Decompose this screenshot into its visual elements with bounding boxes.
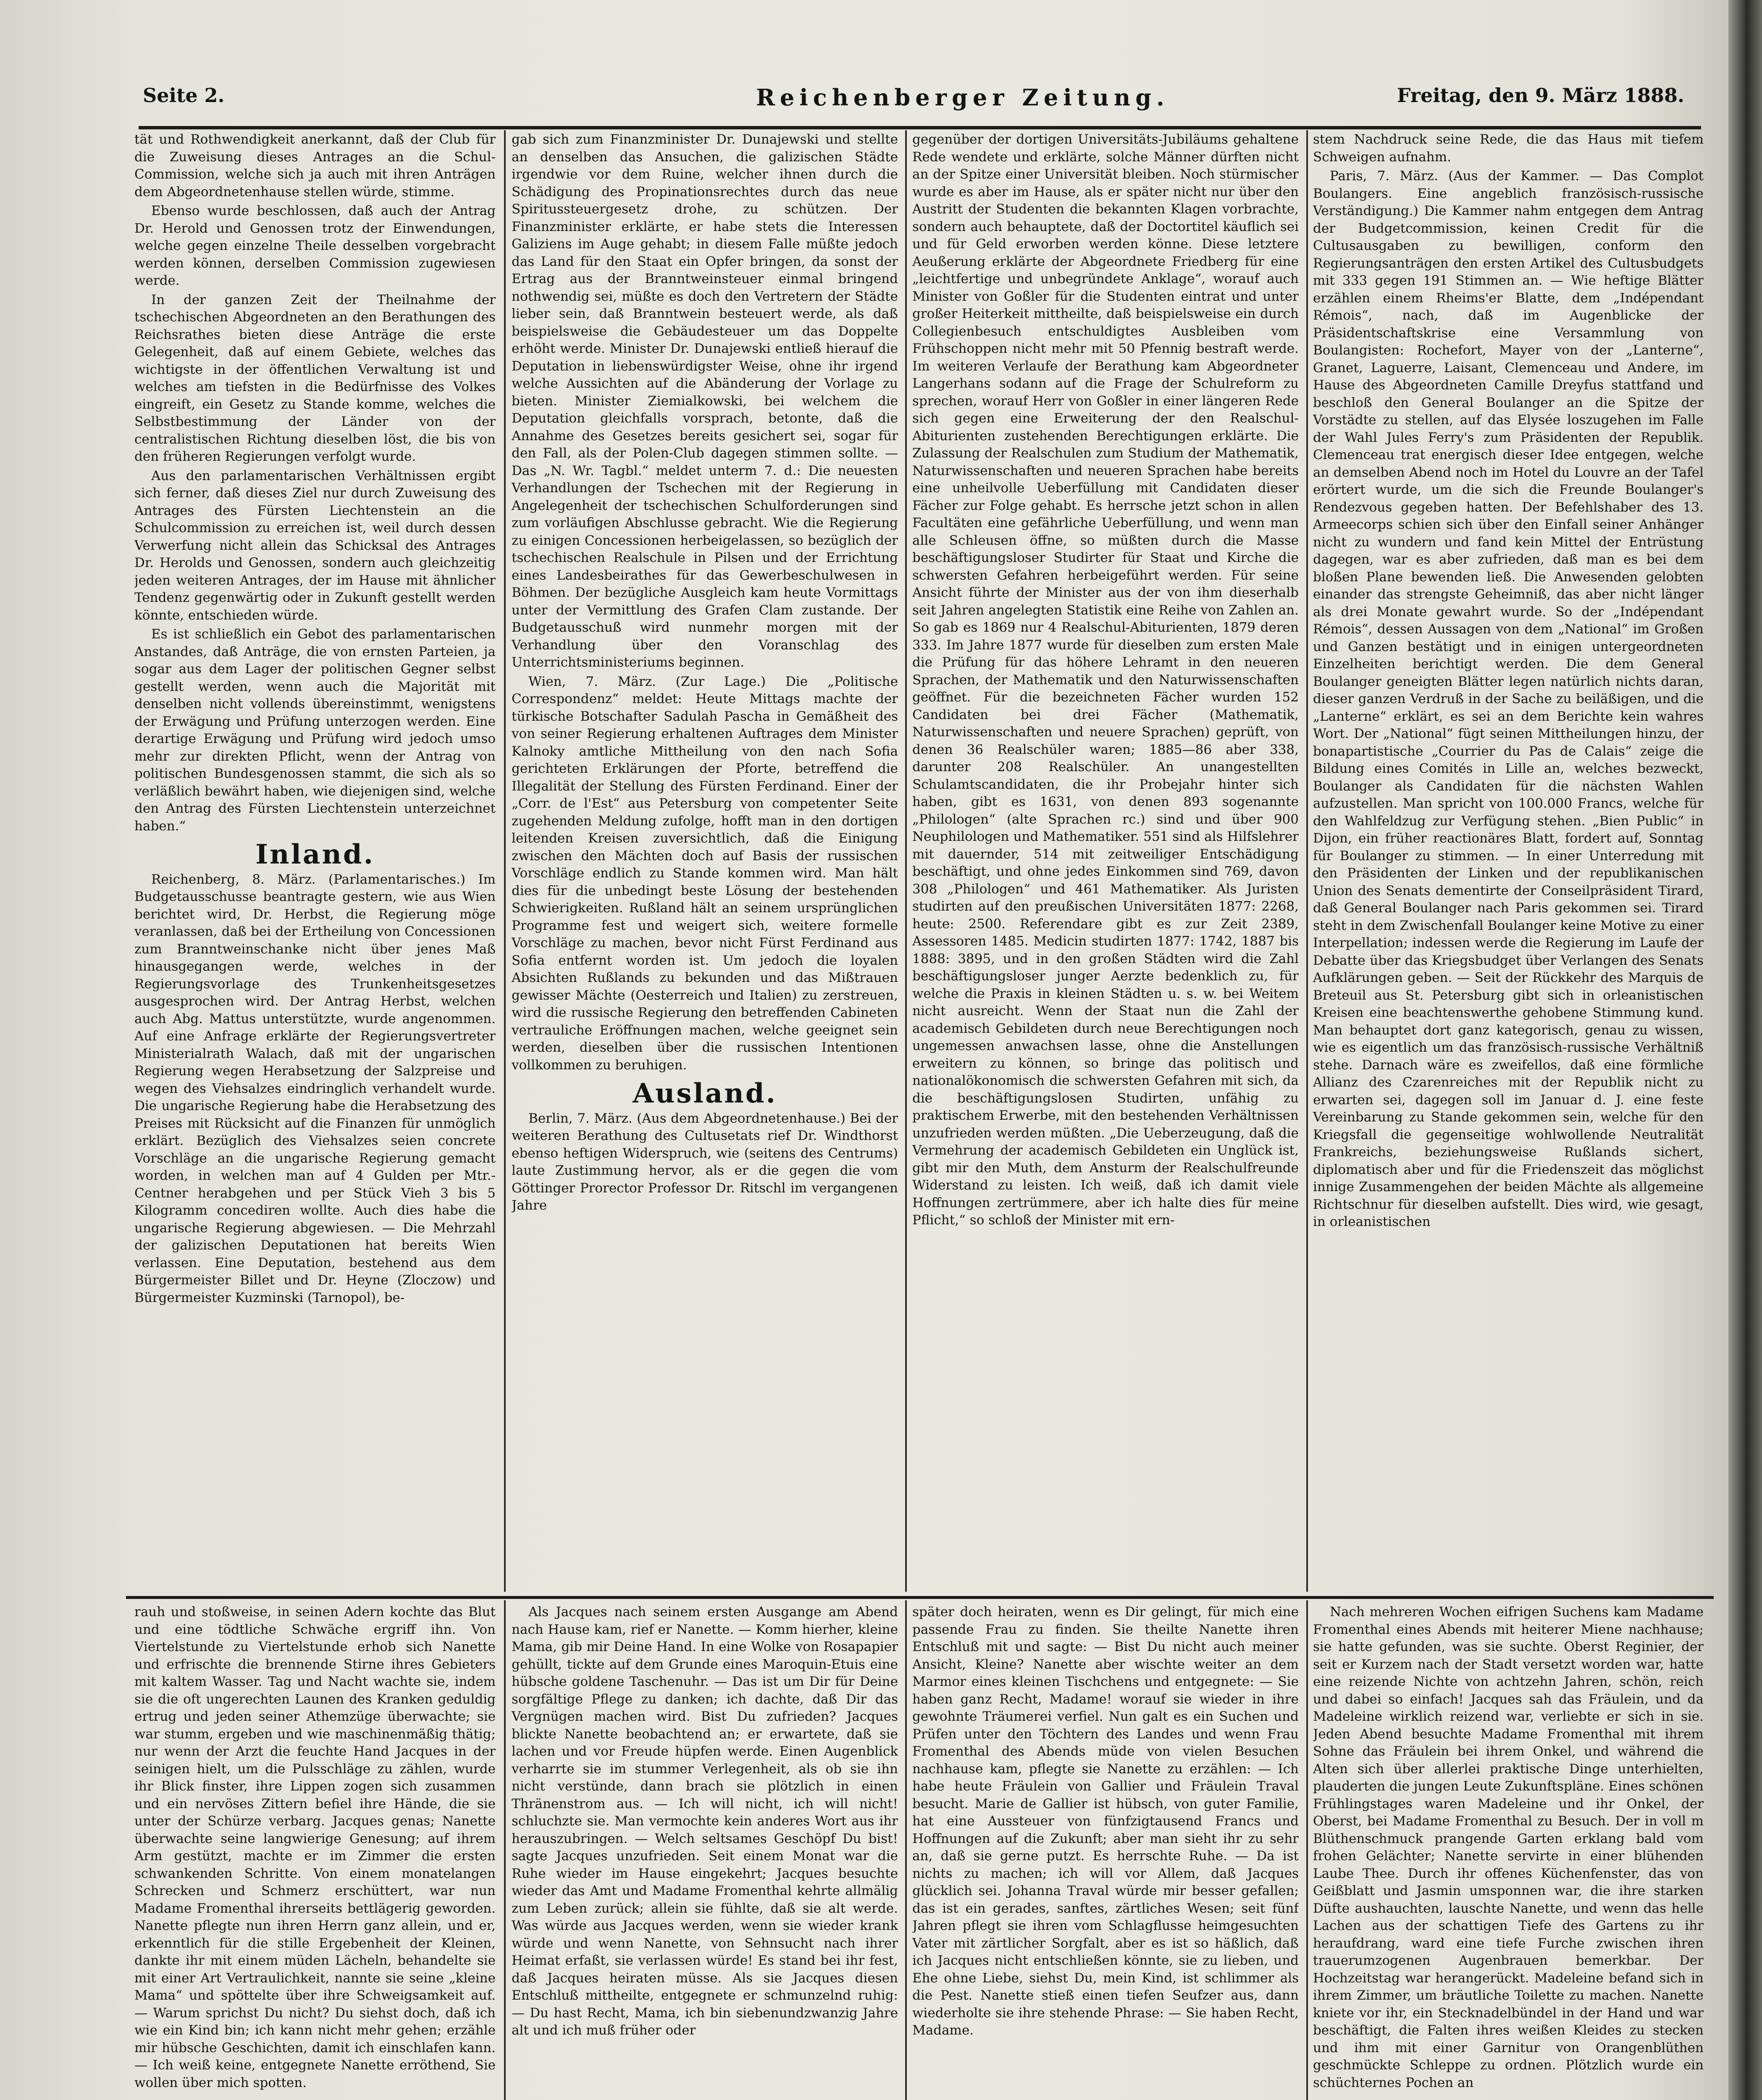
article-column-1 xyxy=(134,131,496,1592)
feuilleton-text: später doch heiraten, wenn es Dir gelingt, für mich eine passende Frau zu finden. Sie theilte Nanette ihren Entschluß mit und sagte: — Bist Du nicht auch meiner Ansicht, Kleine? Nanette aber wischte weiter an dem Marmor eines kleinen Tischchens und entgegnete: — Sie haben ganz Recht, Madame! worauf sie wieder in ihre gewohnte Träumerei verfiel. Nun galt es ein Suchen und Prüfen unter den Töchtern des Landes und wenn Frau Fromenthal des Abends müde von vielen Besuchen nachhause kam, pflegte sie Nanette zu erzählen: — Ich habe heute Fräulein von Gallier und Fräulein Traval besucht. Marie de Gallier ist hübsch, von guter Familie, hat eine Aussteuer von fünfzigtausend Francs und Hoffnungen auf die Zukunft; aber man sieht ihr zu sehr an, daß sie gerne putzt. Es herrschte Ruhe. — Da ist nichts zu machen; ich will vor Allem, daß Jacques glücklich sei. Johanna Traval würde mir besser gefallen; das ist ein gerades, sanftes, zärtliches Wesen; seit fünf Jahren pflegt sie ihren vom Schlagflusse heimgesuchten Vater mit zärtlicher Sorgfalt, aber es ist so häßlich, daß ich Jacques nicht entschließen könnte, sie zu lieben, und Ehe ohne Liebe, siehst Du, mein Kind, ist schlimmer als die Pest. Nanette stieß einen tiefen Seufzer aus, dann wiederholte sie ihre stehende Phrase: — Sie haben Recht, Madame. xyxy=(912,1604,1299,2038)
column-divider xyxy=(504,130,506,1592)
column-divider xyxy=(1306,1600,1308,2100)
feuilleton-text: Nach mehreren Wochen eifrigen Suchens kam Madame Fromenthal eines Abends mit heiterer Miene nachhause; sie hatte gefunden, was sie suchte. Oberst Reginier, der seit er Kurzem nach der Stadt versetzt worden war, hatte eine reizende Nichte von achtzehn Jahren, schön, reich und dabei so einfach! Jacques sah das Fräulein, und da Madeleine wirklich reizend war, verliebte er sich in sie. Jeden Abend besuchte Madame Fromenthal mit ihrem Sohne das Fräulein bei ihrem Onkel, und während die Alten sich über allerlei praktische Dinge unterhielten, plauderten die jungen Leute Zukunftspläne. Eines schönen Frühlingstages waren Madeleine und ihr Onkel, der Oberst, bei Madame Fromenthal zu Besuch. Der in voll m Blüthenschmuck prangende Garten erklang bald vom frohen Gelächter; Nanette servirte in einer blühenden Laube Thee. Durch ihr offenes Küchenfenster, das von Geißblatt und Jasmin umsponnen war, die ihre starken Düfte aushauchten, lauschte Nanette, und wenn das helle Lachen aus der schattigen Tiefe des Gartens zu ihr heraufdrang, ward eine tiefe Furche zwischen ihren trauerumzogenen Augenbrauen bemerkbar. Der Hochzeitstag war herangerückt. Madeleine befand sich in ihrem Zimmer, um bräutliche Toilette zu machen. Nanette kniete vor ihr, ein Stecknadelbündel in der Hand und war beschäftigt, die Falten ihres weißen Kleides zu stecken und ihm mit einer Garnitur von Orangenblüthen geschmückte Schleppe zu ordnen. Plötzlich wurde ein schüchternes Pochen an xyxy=(1313,1604,1704,2090)
article-paragraph: Ebenso wurde beschlossen, daß auch der Antrag Dr. Herold und Genossen trotz der Einwendungen, welche gegen einzelne Theile desselben vorgebracht werden können, derselben Commission zugewiesen werde. xyxy=(134,203,496,288)
article-column-2 xyxy=(512,131,898,1592)
column-divider xyxy=(504,1600,506,2100)
issue-date: Freitag, den 9. März 1888. xyxy=(1397,84,1684,107)
section-heading-ausland: Ausland. xyxy=(633,1078,777,1109)
article-paragraph: Reichenberg, 8. März. (Parlamentarisches.) Im Budgetausschusse beantragte gestern, wie aus Wien berichtet wird, Dr. Herbst, die Regierung möge veranlassen, daß bei der Ertheilung von Concessionen zum Branntweinschanke nicht über jenes Maß hinausgegangen werde, welches in der Regierungsvorlage des Trunkenheitsgesetzes ausgesprochen wird. Der Antrag Herbst, welchen auch Abg. Mattus unterstützte, wurde angenommen. Auf eine Anfrage erklärte der Regierungsvertreter Ministerialrath Walach, daß mit der ungarischen Regierung wegen Herabsetzung der Salzpreise und wegen des Viehsalzes eindringlich verhandelt wurde. Die ungarische Regierung habe die Herabsetzung des Preises mit Rücksicht auf die Finanzen für unmöglich erklärt. Bezüglich des Viehsalzes seien concrete Vorschläge an die ungarische Regierung gemacht worden, in welchen man auf 4 Gulden per Mtr.-Centner herabgehen und per Stück Vieh 3 bis 5 Kilogramm concediren wollte. Auch dies habe die ungarische Regierung abgewiesen. — Die Mehrzahl der galizischen Deputationen hat bereits Wien verlassen. Eine Deputation, bestehend aus dem Bürgermeister Billet und Dr. Heyne (Zloczow) und Bürgermeister Kuzminski (Tarnopol), be- xyxy=(134,872,496,1305)
feuilleton-text: rauh und stoßweise, in seinen Adern kochte das Blut und eine tödtliche Schwäche ergriff ihn. Von Viertelstunde zu Viertelstunde erhob sich Nanette und erfrischte die brennende Stirne ihres Gebieters mit kaltem Wasser. Tag und Nacht wachte sie, indem sie die oft ungerechten Launen des Kranken geduldig ertrug und jeden seiner Athemzüge überwachte; sie war stumm, ergeben und wie maschinenmäßig thätig; nur wenn der Arzt die feuchte Hand Jacques in der seinigen hielt, um die Pulsschläge zu zählen, wurde ihr Blick finster, ihre Lippen zogen sich zusammen und ein nervöses Zittern befiel ihre Hände, die sie unter der Schürze verbarg. Jacques genas; Nanette überwachte seine langwierige Genesung; auf ihrem Arm gestützt, machte er im Zimmer die ersten schwankenden Schritte. Von einem monatelangen Schrecken und Schmerz erschüttert, war nun Madame Fromenthal ihrerseits bettlägerig geworden. Nanette pflegte nun ihren Herrn ganz allein, und er, erkenntlich für die stille Ergebenheit der Kleinen, dankte ihr mit einem müden Lächeln, behandelte sie mit einer Art Vertraulichkeit, nannte sie seine „kleine Mama“ und spöttelte über ihre Schweigsamkeit auf. — Warum sprichst Du nicht? Du siehst doch, daß ich wie ein Kind bin; ich kann nicht mehr gehen; erzähle mir hübsche Geschichten, damit ich einschlafen kann. — Ich weiß keine, entgegnete Nanette erröthend, Sie wollen über mich spotten. xyxy=(134,1604,496,2090)
page-number: Seite 2. xyxy=(143,84,225,107)
article-paragraph: In der ganzen Zeit der Theilnahme der tschechischen Abgeordneten an den Berathungen des Reichsrathes bieten diese Anträge die erste Gelegenheit, daß auf einem Gebiete, welches das wichtigste in der öffentlichen Verwaltung ist und welches am tiefsten in die Bedürfnisse des Volkes eingreift, ein Gesetz zu Stande komme, welches die Selbstbestimmung der Länder von der centralistischen Richtung dieselben löst, die bis von den früheren Regierungen verfolgt wurde. xyxy=(134,292,496,464)
article-paragraph: Wien, 7. März. (Zur Lage.) Die „Politische Correspondenz“ meldet: Heute Mittags machte der türkische Botschafter Sadulah Pascha in Gemäßheit des von seiner Regierung erhaltenen Auftrages dem Minister Kalnoky amtliche Mittheilung von den nach Sofia gerichteten Erklärungen der Pforte, betreffend die Illegalität der Stellung des Fürsten Ferdinand. Einer der „Corr. de l'Est“ aus Petersburg von competenter Seite zugehenden Meldung zufolge, hofft man in den dortigen leitenden Kreisen zuversichtlich, daß die Einigung zwischen den Mächten doch auf Basis der russischen Vorschläge endlich zu Stande kommen wird. Man hält dies für die unbedingt beste Lösung der bestehenden Schwierigkeiten. Rußland hält an seinem ursprünglichen Programme fest und weigert sich, weitere formelle Vorschläge zu machen, bevor nicht Fürst Ferdinand aus Sofia entfernt worden ist. Um jedoch die loyalen Absichten Rußlands zu bekunden und das Mißtrauen gewisser Mächte (Oesterreich und Italien) zu zerstreuen, wird die russische Regierung den betreffenden Cabineten vertrauliche Eröffnungen machen, welche geeignet sein werden, dieselben über die russischen Intentionen vollkommen zu beruhigen. xyxy=(512,674,898,1073)
column-divider xyxy=(1306,130,1308,1592)
feuilleton-column-1 xyxy=(134,1604,496,2100)
article-paragraph: gegenüber der dortigen Universitäts-Jubiläums gehaltene Rede wendete und erklärte, solche Männer dürften nicht an der Spitze einer Universität bleiben. Noch stürmischer wurde es aber im Hause, als er später nicht nur über den Austritt der Studenten die bekannten Klagen vorbrachte, sondern auch behauptete, daß der Doctortitel käuflich sei und für Geld erworben werden könne. Diese letztere Aeußerung erklärte der Abgeordnete Friedberg für eine „leichtfertige und unbegründete Anklage“, worauf auch Minister von Goßler für die Studenten eintrat und unter großer Heiterkeit mittheilte, daß beispielsweise ein durch Collegienbesuch entschuldigtes Ausbleiben vom Frühschoppen nicht mehr mit 50 Pfennig bestraft werde. Im weiteren Verlaufe der Berathung kam Abgeordneter Langerhans sodann auf die Frage der Schulreform zu sprechen, worauf Herr von Goßler in einer längeren Rede sich gegen eine Erweiterung der den Realschul-Abiturienten zustehenden Berechtigungen erklärte. Die Zulassung der Realschulen zum Studium der Mathematik, Naturwissenschaften und neueren Sprachen habe bereits eine unheilvolle Ueberfüllung mit Candidaten dieser Fächer zur Folge gehabt. Es herrsche jetzt schon in allen Facultäten eine gefährliche Ueberfüllung, und wenn man alle Schleusen öffne, so müßten durch die Masse beschäftigungsloser Studirter für Staat und Kirche die schwersten Gefahren herbeigeführt werden. Für seine Ansicht führte der Minister aus der von ihm dieserhalb seit Jahren angelegten Statistik eine Reihe von Zahlen an. So gab es 1869 nur 4 Realschul-Abiturienten, 1879 deren 333. Im Jahre 1877 wurde für dieselben zum ersten Male die Prüfung für das höhere Lehramt in den neueren Sprachen, der Mathematik und den Naturwissenschaften geöffnet. Für die bezeichneten Fächer wurden 152 Candidaten bei drei Fächer (Mathematik, Naturwissenschaften und neuere Sprachen) geprüft, von denen 36 Realschüler waren; 1885—86 aber 338, darunter 208 Realschüler. An unangestellten Schulamtscandidaten, die ihr Probejahr hinter sich haben, gibt es 1631, von denen 893 sogenannte „Philologen“ (alte Sprachen rc.) sind und über 900 Neuphilologen und Mathematiker. 551 sind als Hilfslehrer mit dauernder, 514 mit zeitweiliger Entschädigung beschäftigt, und ohne jedes Einkommen sind 769, davon 308 „Philologen“ und 461 Mathematiker. Als Juristen studirten auf den preußischen Universitäten 1877: 2268, heute: 2500. Referendare gibt es zur Zeit 2389, Assessoren 1485. Medicin studirten 1877: 1742, 1887 bis 1888: 3895, und in den großen Städten wird die Zahl beschäftigungsloser junger Aerzte bedenklich zu, für welche die Praxis in kleinen Städten u. s. w. bei Weitem nicht ausreicht. Wenn der Staat nun die Zahl der academisch Gebildeten durch neue Berechtigungen noch ungemessen anwachsen lasse, ohne die Anstellungen erweitern zu können, so bringe das politisch und nationalökonomisch die schwersten Gefahren mit sich, da die beschäftigungslosen Studirten, unfähig zu praktischem Erwerbe, mit den bestehenden Verhältnissen unzufrieden werden müßten. „Die Ueberzeugung, daß die Vermehrung der academisch Gebildeten ein Unglück ist, gibt mir den Muth, dem Ansturm der Realschulfreunde Widerstand zu leisten. Ich weiß, daß ich damit viele Hoffnungen zertrümmere, aber ich halte dies für meine Pflicht,“ so schloß der Minister mit ern- xyxy=(912,132,1299,1228)
article-paragraph: tät und Rothwendigkeit anerkannt, daß der Club für die Zuweisung dieses Antrages an die Schul-Commission, welche sich ja auch mit ihren Anträgen dem Abgeordnetenhause stellen würde, stimme. xyxy=(134,132,496,200)
section-heading-inland: Inland. xyxy=(255,839,375,870)
masthead-rule xyxy=(139,126,1701,129)
newspaper-title: Reichenberger Zeitung. xyxy=(756,84,1169,111)
column-divider xyxy=(905,130,907,1592)
article-column-4 xyxy=(1313,131,1704,1592)
page-edge-shadow xyxy=(1728,0,1762,2100)
article-paragraph: Aus den parlamentarischen Verhältnissen ergibt sich ferner, daß dieses Ziel nur durch Zuweisung des Antrages des Fürsten Liechtenstein an die Schulcommission zu erreichen ist, weil durch dessen Verwerfung nicht allein das Schicksal des Antrages Dr. Herolds und Genossen, sondern auch gleichzeitig jeden weiteren Antrages, der im Hause mit ähnlicher Tendenz gegenwärtig oder in Zukunft gestellt werden könnte, entschieden würde. xyxy=(134,468,496,623)
feuilleton-column-2 xyxy=(512,1604,898,2100)
article-paragraph: Berlin, 7. März. (Aus dem Abgeordnetenhause.) Bei der weiteren Berathung des Cultusetats rief Dr. Windthorst ebenso heftigen Widerspruch, wie (seitens des Centrums) laute Zustimmung hervor, als er die gegen die vom Göttinger Prorector Professor Dr. Ritschl im vergangenen Jahre xyxy=(512,1110,898,1213)
masthead xyxy=(139,76,1693,126)
column-divider xyxy=(905,1600,907,2100)
article-paragraph: stem Nachdruck seine Rede, die das Haus mit tiefem Schweigen aufnahm. xyxy=(1313,132,1704,165)
feuilleton-text: Als Jacques nach seinem ersten Ausgange am Abend nach Hause kam, rief er Nanette. — Komm hierher, kleine Mama, gib mir Deine Hand. In eine Wolke von Rosapapier gehüllt, tickte auf dem Grunde eines Maroquin-Etuis eine hübsche goldene Taschenuhr. — Das ist um Dir für Deine sorgfältige Pflege zu danken; ich dachte, daß Dir das Vergnügen machen wird. Bist Du zufrieden? Jacques blickte Nanette beobachtend an; er erwartete, daß sie lachen und vor Freude hüpfen werde. Einen Augenblick verharrte sie im stummer Verlegenheit, als ob sie ihn nicht verstünde, dann brach sie plötzlich in einen Thränenstrom aus. — Ich will nicht, ich will nicht! schluchzte sie. Man vermochte kein anderes Wort aus ihr herauszubringen. — Welch seltsames Geschöpf Du bist! sagte Jacques unzufrieden. Seit einem Monat war die Ruhe wieder im Hause eingekehrt; Jacques besuchte wieder das Amt und Madame Fromenthal kehrte allmälig zum Leben zurück; allein sie fühlte, daß sie alt werde. Was würde aus Jacques werden, wenn sie wieder krank würde und wenn Nanette, von Sehnsucht nach ihrer Heimat erfaßt, sie verlassen würde! Es stand bei ihr fest, daß Jacques heiraten müsse. Als sie Jacques diesen Entschluß mittheilte, entgegnete er schmunzelnd ruhig: — Du hast Recht, Mama, ich bin siebenundzwanzig Jahre alt und ich muß früher oder xyxy=(512,1604,898,2038)
feuilleton-rule xyxy=(126,1596,1714,1599)
article-paragraph: gab sich zum Finanzminister Dr. Dunajewski und stellte an denselben das Ansuchen, die galizischen Städte irgendwie vor dem Ruine, welcher ihnen durch die Schädigung des Propinationsrechtes durch das neue Spiritussteuergesetz drohe, zu schützen. Der Finanzminister erklärte, er habe stets die Interessen Galiziens im Auge gehabt; in diesem Falle müßte jedoch das Land für den Staat ein Opfer bringen, da sonst der Ertrag aus der Branntweinsteuer einmal bringend nothwendig sei, müßte es doch den Vertretern der Städte lieber sein, daß Branntwein besteuert werde, als daß beispielsweise die Gebäudesteuer um das Doppelte erhöht werde. Minister Dr. Dunajewski entließ hierauf die Deputation in liebenswürdigster Weise, ohne ihr irgend welche Aussichten auf die Abänderung der Vorlage zu bieten. Minister Ziemialkowski, bei welchem die Deputation gleichfalls vorsprach, betonte, daß die Annahme des Gesetzes bereits gesichert sei, sogar für den Fall, als der Polen-Club dagegen stimmen sollte. — Das „N. Wr. Tagbl.“ meldet unterm 7. d.: Die neuesten Verhandlungen der Tschechen mit der Regierung in Angelegenheit der tschechischen Schulforderungen sind zum vorläufigen Abschlusse gebracht. Wie die Regierung zu einigen Concessionen herbeigelassen, so bezüglich der tschechischen Realschule in Pilsen und der Errichtung eines Landesbeirathes für das Gewerbeschulwesen in Böhmen. Der bezügliche Ausgleich kam heute Vormittags unter der Vermittlung des Grafen Clam zustande. Der Budgetausschuß wird nunmehr morgen mit der Verhandlung über den Voranschlag des Unterrichtsministeriums beginnen. xyxy=(512,132,898,670)
article-paragraph: Es ist schließlich ein Gebot des parlamentarischen Anstandes, daß Anträge, die von ernsten Parteien, ja sogar aus dem Lager der politischen Gegner selbst gestellt werden, wenn auch die Majorität mit denselben nicht vollends übereinstimmt, wenigstens der Erwägung und Prüfung unterzogen werden. Eine derartige Erwägung und Prüfung wird jedoch umso mehr zur direkten Pflicht, wenn der Antrag von politischen Bundesgenossen stammt, die sich als so verläßlich bewährt haben, wie diejenigen sind, welche den Antrag des Fürsten Liechtenstein unterzeichnet haben.“ xyxy=(134,627,496,834)
feuilleton-column-3 xyxy=(912,1604,1299,2100)
feuilleton-column-4 xyxy=(1313,1604,1704,2100)
article-column-3 xyxy=(912,131,1299,1592)
article-paragraph: Paris, 7. März. (Aus der Kammer. — Das Complot Boulangers. Eine angeblich französisch-russische Verständigung.) Die Kammer nahm entgegen dem Antrag der Budgetcommission, keinen Credit für die Cultusausgaben zu bewilligen, conform den Regierungsanträgen den ersten Artikel des Cultusbudgets mit 333 gegen 191 Stimmen an. — Wie heftige Blätter erzählen einem Rheims'er Blatte, dem „Indépendant Rémois“, nach, daß im Augenblicke der Präsidentschaftskrise eine Versammlung von Boulangisten: Rochefort, Mayer von der „Lanterne“, Granet, Laguerre, Laisant, Clemenceau und Andere, im Hause des Abgeordneten Camille Dreyfus stattfand und beschloß den General Boulanger an die Spitze der Vorstädte zu stellen, auf das Elysée loszugehen im Falle der Wahl Jules Ferry's zum Präsidenten der Republik. Clemenceau trat energisch dieser Idee entgegen, welche an demselben Abend noch im Hotel du Louvre an der Tafel erörtert wurde, um die sich die Freunde Boulanger's Rendezvous gegeben hatten. Der Befehlshaber des 13. Armeecorps schien sich über den Einfall seiner Anhänger nicht zu wundern und fand kein Mittel der Entrüstung dagegen, war es aber zufrieden, daß man es bei dem bloßen Plane bewenden ließ. Die Anwesenden gelobten einander das strengste Geheimniß, das aber nicht länger als drei Monate gewahrt wurde. So der „Indépendant Rémois“, dessen Aussagen von dem „National“ im Großen und Ganzen bestätigt und in einigen untergeordneten Einzelheiten berichtigt werden. Die dem General Boulanger geneigten Blätter legen natürlich nichts daran, dieser ganzen Verdruß in der Sache zu beiläßigen, und die „Lanterne“ erklärt, es sei an dem Berichte kein wahres Wort. Der „National“ fügt seinen Mittheilungen hinzu, der bonapartistische „Courrier du Pas de Calais“ zeige die Bildung eines Comités in Lille an, welches bezweckt, Boulanger als Candidaten für die nächsten Wahlen aufzustellen. Man spricht von 100.000 Francs, welche für den Wahlfeldzug zur Verfügung stehen. „Bien Public“ in Dijon, ein früher reactionäres Blatt, fordert auf, Sonntag für Boulanger zu stimmen. — In einer Unterredung mit den Präsidenten der Linken und der republikanischen Union des Senats dementirte der Conseilpräsident Tirard, daß General Boulanger nach Paris gekommen sei. Tirard steht in dem Zwischenfall Boulanger keine Motive zu einer Interpellation; indessen werde die Regierung im Laufe der Debatte über das Kriegsbudget über Verlangen des Senats Aufklärungen geben. — Seit der Rückkehr des Marquis de Breteuil aus St. Petersburg gibt sich in orleanistischen Kreisen eine beachtenswerthe gehobene Stimmung kund. Man behauptet dort ganz kategorisch, genau zu wissen, wie es eigentlich um das französisch-russische Verhältniß stehe. Darnach wäre es zweifellos, daß eine förmliche Allianz des Czarenreiches mit der Republik nicht zu erwarten sei, dagegen soll im Januar d. J. eine feste Vereinbarung zu Stande gekommen sein, welche für den Kriegsfall die gegenseitige wohlwollende Neutralität Frankreichs, beziehungsweise Rußlands sichert, diplomatisch aber und für die Friedenszeit das möglichst innige Zusammengehen der beiden Mächte als allgemeine Richtschnur für dieselben aufstellt. Dies wird, wie gesagt, in orleanistischen xyxy=(1313,168,1704,1229)
